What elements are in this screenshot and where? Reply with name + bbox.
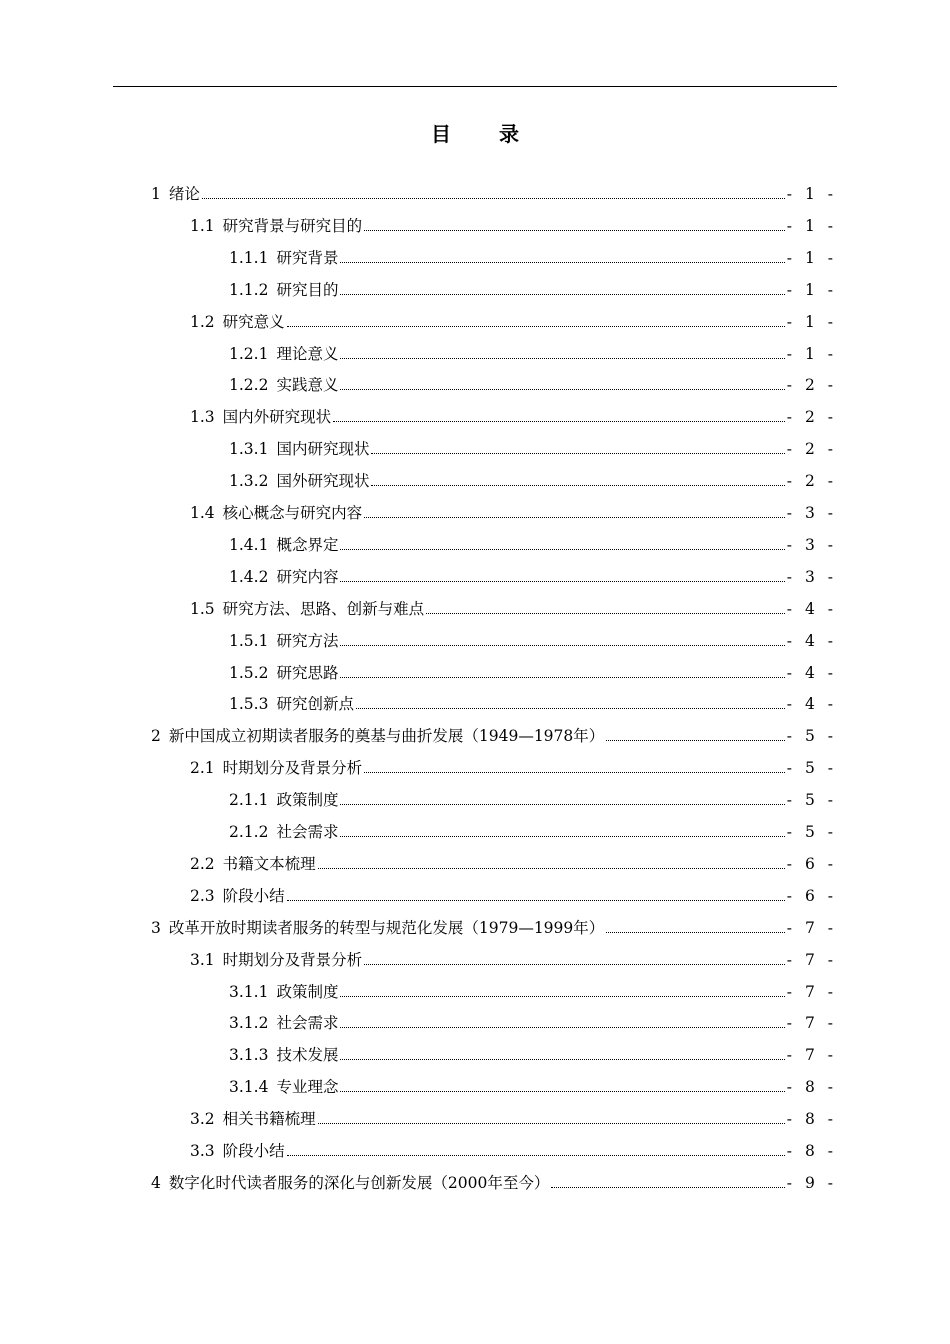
toc-entry[interactable] <box>0 1009 837 1033</box>
toc-entry-page: - 1 - <box>786 248 837 267</box>
toc-entry-title: 国外研究现状 <box>276 472 370 491</box>
toc-entry-title: 概念界定 <box>276 535 339 554</box>
toc-entry-page: - 3 - <box>786 504 837 522</box>
toc-entry-page: - 5 - <box>786 759 837 778</box>
dot-leader <box>287 900 785 901</box>
dot-leader <box>340 1059 784 1060</box>
toc-entry-title: 专业理念 <box>276 1078 339 1097</box>
toc-entry-page: - 7 - <box>786 950 837 969</box>
toc-entry-title: 数字化时代读者服务的深化与创新发展（2000年至今） <box>168 1173 550 1192</box>
toc-entry[interactable] <box>0 371 837 395</box>
toc-entry-page: - 7 - <box>786 918 837 937</box>
toc-entry-page: - 1 - <box>786 344 837 363</box>
dot-leader <box>287 1155 785 1156</box>
toc-entry-title: 研究背景与研究目的 <box>222 216 363 235</box>
toc-entry-number: 4 <box>151 1173 161 1192</box>
dot-leader <box>364 230 785 231</box>
dot-leader <box>318 868 785 869</box>
dot-leader <box>340 549 784 550</box>
toc-entry-number: 1.5.2 <box>229 663 269 682</box>
toc-entry-title: 研究方法 <box>276 631 339 650</box>
toc-entry-page: - 4 - <box>786 599 837 618</box>
toc-entry-number: 2.3 <box>190 886 215 905</box>
toc-entry[interactable] <box>0 882 837 906</box>
dot-leader <box>551 1187 784 1188</box>
toc-entry[interactable] <box>0 563 837 587</box>
toc-entry-number: 1.2.1 <box>229 344 269 363</box>
toc-entry-number: 1.3.1 <box>229 440 269 459</box>
dot-leader <box>364 517 785 518</box>
toc-entry-page: - 2 - <box>786 440 837 459</box>
toc-entry-page: - 7 - <box>786 1014 837 1033</box>
dot-leader <box>340 1027 784 1028</box>
toc-entry[interactable] <box>0 180 837 204</box>
toc-entry-page: - 6 - <box>786 854 837 873</box>
dot-leader <box>340 262 784 263</box>
toc-entry-number: 1.5.1 <box>229 631 269 650</box>
dot-leader <box>340 677 784 678</box>
toc-entry-title: 社会需求 <box>276 823 339 841</box>
dot-leader <box>356 708 785 709</box>
dot-leader <box>371 453 784 454</box>
toc-entry-number: 1.1 <box>190 216 215 235</box>
toc-entry-title: 时期划分及背景分析 <box>222 950 363 969</box>
toc-entry[interactable] <box>0 754 837 778</box>
toc-entry-title: 阶段小结 <box>222 1142 285 1160</box>
dot-leader <box>340 358 784 359</box>
toc-entry-title: 研究方法、思路、创新与难点 <box>222 599 425 618</box>
toc-entry-title: 实践意义 <box>276 376 339 395</box>
toc-entry-number: 2.1.1 <box>229 791 269 810</box>
toc-entry-title: 国内外研究现状 <box>222 408 332 427</box>
toc-entry-number: 1.4.2 <box>229 567 269 586</box>
dot-leader <box>364 964 785 965</box>
dot-leader <box>202 198 785 199</box>
dot-leader <box>340 581 784 582</box>
toc-entry-number: 3.1.4 <box>229 1078 269 1097</box>
toc-entry-page: - 5 - <box>786 791 837 810</box>
toc-entry-page: - 4 - <box>786 663 837 682</box>
toc-entry[interactable] <box>0 531 837 555</box>
toc-entry[interactable] <box>0 595 837 619</box>
toc-entry-page: - 7 - <box>786 982 837 1001</box>
toc-entry-title: 相关书籍梳理 <box>222 1110 316 1129</box>
toc-entry-page: - 6 - <box>786 886 837 905</box>
toc-entry[interactable] <box>0 1169 837 1193</box>
toc-entry-page: - 3 - <box>786 535 837 554</box>
toc-entry-number: 2.1.2 <box>229 823 269 841</box>
toc-entry-title: 时期划分及背景分析 <box>222 759 363 778</box>
toc-entry-page: - 1 - <box>786 312 837 331</box>
toc-entry-title: 研究目的 <box>276 280 339 299</box>
toc-entry-number: 1.4.1 <box>229 535 269 554</box>
toc-entry-number: 1.5 <box>190 599 215 618</box>
toc-entry-number: 2.2 <box>190 854 215 873</box>
dot-leader <box>340 294 784 295</box>
toc-entry[interactable] <box>0 435 837 459</box>
toc-entry-number: 1.2.2 <box>229 376 269 395</box>
dot-leader <box>287 326 785 327</box>
toc-entry-number: 1.4 <box>190 504 215 522</box>
toc-entry[interactable] <box>0 276 837 300</box>
dot-leader <box>606 740 785 741</box>
toc-entry[interactable] <box>0 308 837 332</box>
toc-entry-page: - 3 - <box>786 567 837 586</box>
toc-entry-page: - 8 - <box>786 1110 837 1129</box>
toc-entry[interactable] <box>0 722 837 746</box>
dot-leader <box>426 613 785 614</box>
toc-entry-title: 绪论 <box>168 185 200 203</box>
dot-leader <box>340 996 784 997</box>
toc-entry[interactable] <box>0 786 837 810</box>
toc-entry-title: 社会需求 <box>276 1014 339 1033</box>
toc-entry-number: 3 <box>151 918 161 937</box>
toc-entry-page: - 1 - <box>786 216 837 235</box>
toc-entry-title: 政策制度 <box>276 791 339 810</box>
header-rule <box>113 86 837 87</box>
toc-entry[interactable] <box>0 1041 837 1065</box>
dot-leader <box>606 932 785 933</box>
toc-entry-title: 研究内容 <box>276 567 339 586</box>
toc-entry-number: 1.3.2 <box>229 472 269 491</box>
toc-entry[interactable] <box>0 244 837 268</box>
toc-entry-number: 3.3 <box>190 1142 215 1160</box>
toc-entry-number: 3.1 <box>190 950 215 969</box>
toc-entry-number: 1.1.2 <box>229 280 269 299</box>
toc-entry-number: 1.3 <box>190 408 215 427</box>
toc-entry-page: - 4 - <box>786 631 837 650</box>
toc-entry[interactable] <box>0 1137 837 1161</box>
toc-entry[interactable] <box>0 978 837 1002</box>
toc-entry-number: 3.1.2 <box>229 1014 269 1033</box>
dot-leader <box>340 389 784 390</box>
toc-entry-title: 改革开放时期读者服务的转型与规范化发展（1979—1999年） <box>168 918 605 937</box>
dot-leader <box>340 645 784 646</box>
toc-entry-page: - 8 - <box>786 1142 837 1160</box>
toc-entry[interactable] <box>0 499 837 523</box>
dot-leader <box>340 804 784 805</box>
toc-entry-page: - 7 - <box>786 1046 837 1065</box>
dot-leader <box>364 772 785 773</box>
toc-entry-page: - 9 - <box>786 1173 837 1192</box>
toc-entry[interactable] <box>0 212 837 236</box>
toc-entry[interactable] <box>0 1073 837 1097</box>
toc-entry-page: - 1 - <box>786 185 837 203</box>
toc-entry-number: 2.1 <box>190 759 215 778</box>
toc-entry-page: - 4 - <box>786 695 837 714</box>
toc-entry-number: 1 <box>151 185 161 203</box>
toc-entry-number: 1.5.3 <box>229 695 269 714</box>
toc-entry-page: - 2 - <box>786 472 837 491</box>
toc-entry-title: 阶段小结 <box>222 886 285 905</box>
toc-entry-page: - 1 - <box>786 280 837 299</box>
dot-leader <box>371 485 784 486</box>
toc-entry-title: 国内研究现状 <box>276 440 370 459</box>
toc-entry[interactable] <box>0 690 837 714</box>
toc-entry[interactable] <box>0 914 837 938</box>
toc-entry[interactable] <box>0 1105 837 1129</box>
toc-entry-title: 政策制度 <box>276 982 339 1001</box>
toc-entry-page: - 5 - <box>786 823 837 841</box>
toc-entry-number: 3.1.1 <box>229 982 269 1001</box>
toc-entry[interactable] <box>0 659 837 683</box>
toc-entry-page: - 8 - <box>786 1078 837 1097</box>
dot-leader <box>340 836 784 837</box>
toc-entry[interactable] <box>0 850 837 874</box>
toc-entry-title: 理论意义 <box>276 344 339 363</box>
toc-entry-title: 研究创新点 <box>276 695 354 714</box>
toc-entry-number: 3.1.3 <box>229 1046 269 1065</box>
toc-entry-page: - 2 - <box>786 408 837 427</box>
toc-entry-number: 2 <box>151 727 161 746</box>
toc-entry-number: 1.1.1 <box>229 248 269 267</box>
toc-entry[interactable] <box>0 818 837 842</box>
toc-entry-title: 新中国成立初期读者服务的奠基与曲折发展（1949—1978年） <box>168 727 605 746</box>
page-title: 目 录 <box>431 122 533 146</box>
toc-entry-title: 研究背景 <box>276 248 339 267</box>
toc-entry[interactable] <box>0 467 837 491</box>
toc-entry-page: - 2 - <box>786 376 837 395</box>
toc-entry-number: 3.2 <box>190 1110 215 1129</box>
toc-entry-title: 核心概念与研究内容 <box>222 504 363 522</box>
toc-entry[interactable] <box>0 403 837 427</box>
toc-entry[interactable] <box>0 340 837 364</box>
toc-entry-title: 研究思路 <box>276 663 339 682</box>
toc-entry-title: 技术发展 <box>276 1046 339 1065</box>
toc-entry[interactable] <box>0 627 837 651</box>
toc-entry[interactable] <box>0 946 837 970</box>
toc-entry-title: 研究意义 <box>222 312 285 331</box>
dot-leader <box>340 1091 784 1092</box>
toc-entry-number: 1.2 <box>190 312 215 331</box>
dot-leader <box>333 421 785 422</box>
toc-entry-page: - 5 - <box>786 727 837 746</box>
toc-entry-title: 书籍文本梳理 <box>222 854 316 873</box>
dot-leader <box>318 1123 785 1124</box>
